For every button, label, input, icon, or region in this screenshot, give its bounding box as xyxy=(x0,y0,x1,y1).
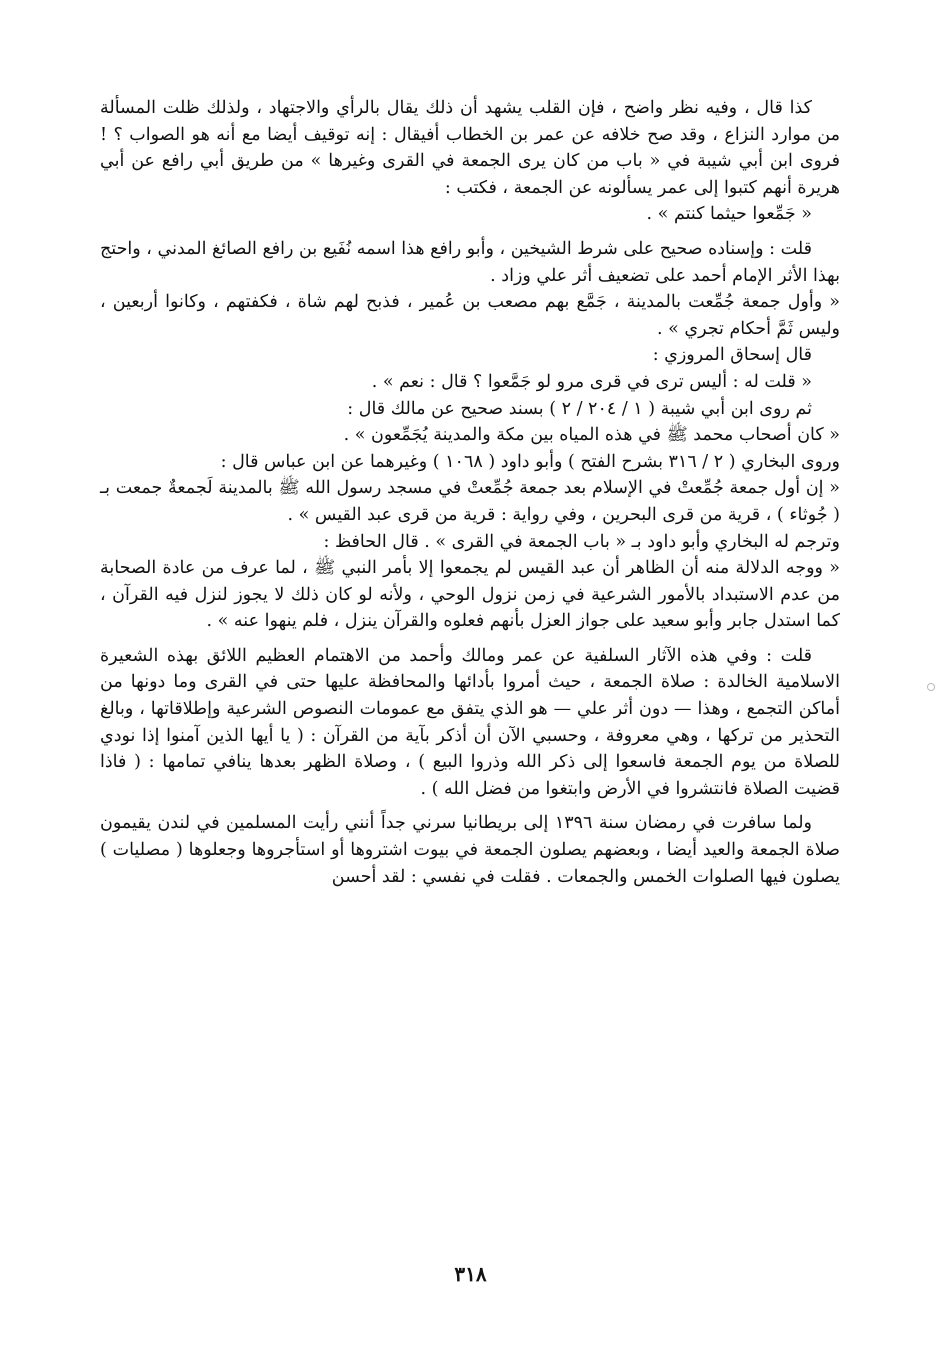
paragraph-1: كذا قال ، وفيه نظر واضح ، فإن القلب يشهد أن ذلك يقال بالرأي والاجتهاد ، ولذلك ظلت المسألة من موارد النزاع ، وقد صح خلافه عن عمر بن الخطاب أفيقال : إنه توقيف أيضا مع أنه هو الصواب ؟ ! فروى ابن أبي شيبة في « باب من كان يرى الجمعة في القرى وغيرها » من طريق أبي رافع عن أبي هريرة أنهم كتبوا إلى عمر يسألونه عن الجمعة ، فكتب : xyxy=(100,98,840,198)
paragraph-8: « كان أصحاب محمد ﷺ في هذه المياه بين مكة والمدينة يُجَمِّعون » . xyxy=(343,425,840,446)
page-body xyxy=(100,95,840,890)
paragraph-6: « قلت له : أليس ترى في قرى مرو لو جَمَّعوا ؟ قال : نعم » . xyxy=(371,371,812,392)
paragraph-10: « إن أول جمعة جُمِّعتْ في الإسلام بعد جمعة جُمِّعتْ في مسجد رسول الله ﷺ بالمدينة لَجمعةٌ جمعت بـ ( جُوثاء ) ، قرية من قرى البحرين ، وفي رواية : قرية من قرى عبد القيس » . xyxy=(100,478,840,525)
paragraph-14: ولما سافرت في رمضان سنة ١٣٩٦ إلى بريطانيا سرني جداً أنني رأيت المسلمين في لندن يقيمون صلاة الجمعة والعيد أيضا ، وبعضهم يصلون الجمعة في بيوت اشتروها أو استأجروها وجعلوها ( مصليات ) يصلون فيها الصلوات الخمس والجمعات . فقلت في نفسي : لقد أحسن xyxy=(100,813,840,887)
paragraph-5: قال إسحاق المروزي : xyxy=(652,345,812,366)
margin-punch-mark xyxy=(927,683,935,691)
paragraph-12: « ووجه الدلالة منه أن الظاهر أن عبد القيس لم يجمعوا إلا بأمر النبي ﷺ ، لما عرف من عادة الصحابة من عدم الاستبداد بالأمور الشرعية في زمن نزول الوحي ، ولأنه لو كان ذلك لا يجوز لنزل فيه القرآن ، كما استدل جابر وأبو سعيد على جواز العزل بأنهم فعلوه والقرآن ينزل ، فلم ينهوا عنه » . xyxy=(100,558,840,632)
paragraph-2: « جَمِّعوا حيثما كنتم » . xyxy=(646,204,812,225)
paragraph-3: قلت : وإسناده صحيح على شرط الشيخين ، وأبو رافع هذا اسمه نُفَيع بن رافع الصائغ المدني ، واحتج بهذا الأثر الإمام أحمد على تضعيف أثر علي وزاد . xyxy=(100,238,840,286)
paragraph-7: ثم روى ابن أبي شيبة ( ١ / ٢٠٤ / ٢ ) بسند صحيح عن مالك قال : xyxy=(347,398,812,419)
page-number: ٣١٨ xyxy=(454,1262,487,1286)
paragraph-13: قلت : وفي هذه الآثار السلفية عن عمر ومالك وأحمد من الاهتمام العظيم اللائق بهذه الشعيرة الاسلامية الخالدة : صلاة الجمعة ، حيث أمروا بأدائها والمحافظة عليها حتى في القرى وما دونها من أماكن التجمع ، وهذا — دون أثر علي — هو الذي يتفق مع عمومات النصوص الشرعية وإطلاقاتها ، وبالغ التحذير من تركها ، وهي معروفة ، وحسبي الآن أن أذكر بآية من القرآن : ( يا أيها الذين آمنوا إذا نودي للصلاة من يوم الجمعة فاسعوا إلى ذكر الله وذروا البيع ) ، وصلاة الظهر بعدها ينافي تمامها : ( فاذا قضيت الصلاة فانتشروا في الأرض وابتغوا من فضل الله ) . xyxy=(100,645,840,799)
paragraph-11: وترجم له البخاري وأبو داود بـ « باب الجمعة في القرى » . قال الحافظ : xyxy=(323,531,840,552)
paragraph-9: وروى البخاري ( ٢ / ٣١٦ بشرح الفتح ) وأبو داود ( ١٠٦٨ ) وغيرهما عن ابن عباس قال : xyxy=(220,451,840,472)
paragraph-4: « وأول جمعة جُمِّعت بالمدينة ، جَمَّع بهم مصعب بن عُمير ، فذبح لهم شاة ، فكفتهم ، وكانوا أربعين ، وليس ثَمَّ أحكام تجري » . xyxy=(100,292,840,339)
